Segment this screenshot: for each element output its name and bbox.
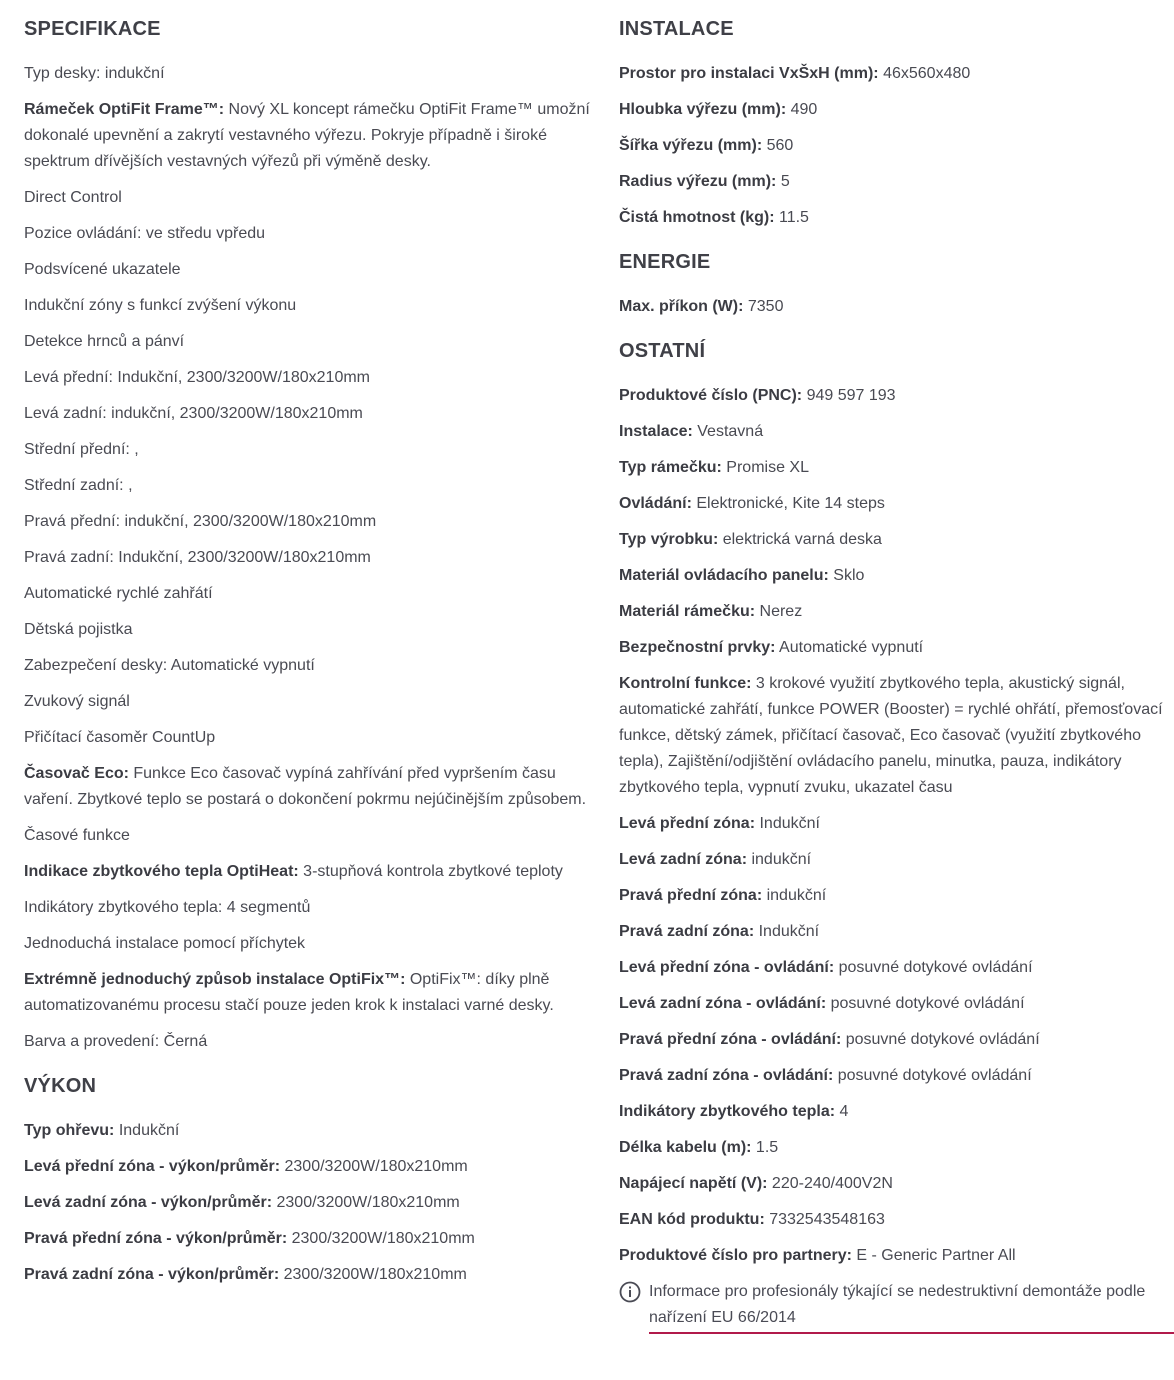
spec-item: [24, 97, 594, 175]
spec-item: [619, 883, 1174, 909]
spec-item-value: indukční: [762, 887, 827, 904]
spec-item: [619, 419, 1174, 445]
spec-item: [619, 847, 1174, 873]
spec-item-value: Barva a provedení: Černá: [24, 1033, 208, 1050]
spec-item-value: 7332543548163: [764, 1211, 885, 1228]
spec-item-label: Materiál ovládacího panelu:: [619, 567, 829, 584]
spec-item: [24, 1226, 594, 1252]
spec-item-label: Prostor pro instalaci VxŠxH (mm):: [619, 65, 879, 82]
spec-item: [619, 671, 1174, 801]
spec-item-value: Funkce Eco časovač vypíná zahřívání před vypršením času vaření. Zbytkové teplo se postará o dokončení pokrmu nejúčinějším způsobem.: [24, 765, 587, 808]
spec-item-value: Elektronické, Kite 14 steps: [691, 495, 885, 512]
spec-item-label: Instalace:: [619, 423, 693, 440]
disassembly-info-link[interactable]: Informace pro profesionály týkající se nedestruktivní demontáže podle nařízení EU 66/2014: [649, 1279, 1174, 1334]
spec-item-value: E - Generic Partner All: [851, 1247, 1016, 1264]
spec-item-value: elektrická varná deska: [718, 531, 882, 548]
spec-item-value: Jednoduchá instalace pomocí příchytek: [24, 935, 306, 952]
spec-item-label: Pravá přední zóna:: [619, 887, 763, 904]
spec-item-label: Radius výřezu (mm):: [619, 173, 777, 190]
installation-list: [619, 61, 1174, 231]
spec-item: [619, 133, 1174, 159]
spec-item: [619, 1171, 1174, 1197]
spec-item: [24, 1190, 594, 1216]
spec-item: [24, 725, 594, 751]
spec-item-label: Produktové číslo (PNC):: [619, 387, 803, 404]
spec-item-value: 220-240/400V2N: [767, 1175, 893, 1192]
spec-item-value: Pozice ovládání: ve středu vpředu: [24, 225, 266, 242]
spec-item-label: EAN kód produktu:: [619, 1211, 765, 1228]
spec-item-value: Indukční: [754, 923, 820, 940]
spec-item-value: 3 krokové využití zbytkového tepla, akustický signál, automatické zahřátí, funkce POWER (Booster) = rychlé ohřátí, přemosťovací funkce, dětský zámek, přičítací časovač, Eco časovač (využití zbytkového tepla), Zajištění/odjištění ovládacího panelu, minutka, pauza, indikátory zbytkového tepla, vypnutí zvuku, ukazatel času: [619, 675, 1163, 796]
spec-item: [619, 97, 1174, 123]
spec-item-label: Délka kabelu (m):: [619, 1139, 752, 1156]
spec-item-value: OptiFix™: díky plně automatizovanému procesu stačí pouze jeden krok k instalaci varné desky.: [24, 971, 554, 1014]
spec-item-value: 2300/3200W/180x210mm: [272, 1194, 460, 1211]
spec-item-value: Nerez: [755, 603, 803, 620]
spec-item: [24, 401, 594, 427]
spec-item-value: Detekce hrnců a pánví: [24, 333, 185, 350]
spec-item-value: 490: [786, 101, 818, 118]
spec-item-value: Přičítací časoměr CountUp: [24, 729, 216, 746]
spec-item-label: Čistá hmotnost (kg):: [619, 209, 775, 226]
spec-item-value: 5: [776, 173, 790, 190]
spec-item: [619, 61, 1174, 87]
spec-item-label: Ovládání:: [619, 495, 692, 512]
spec-item-value: indukční: [747, 851, 812, 868]
spec-item-label: Typ výrobku:: [619, 531, 719, 548]
spec-item-label: Levá přední zóna:: [619, 815, 756, 832]
spec-item: [24, 967, 594, 1019]
spec-item: [24, 473, 594, 499]
spec-item-value: Automatické rychlé zahřátí: [24, 585, 213, 602]
spec-item-value: Sklo: [828, 567, 865, 584]
disassembly-info: [619, 1279, 1174, 1334]
spec-item-value: Automatické vypnutí: [775, 639, 924, 656]
spec-item: [24, 437, 594, 463]
spec-item-value: posuvné dotykové ovládání: [841, 1031, 1040, 1048]
spec-item-label: Max. příkon (W):: [619, 298, 744, 315]
spec-item-label: Pravá zadní zóna - ovládání:: [619, 1067, 834, 1084]
spec-item: [24, 545, 594, 571]
spec-item-label: Šířka výřezu (mm):: [619, 137, 763, 154]
spec-item-value: Podsvícené ukazatele: [24, 261, 181, 278]
section-title-instalace: INSTALACE: [619, 18, 734, 40]
spec-item-label: Levá zadní zóna - výkon/průměr:: [24, 1194, 273, 1211]
spec-item-label: Levá přední zóna - výkon/průměr:: [24, 1158, 281, 1175]
spec-item-value: 560: [762, 137, 794, 154]
spec-item-value: posuvné dotykové ovládání: [834, 959, 1033, 976]
spec-item-value: 3-stupňová kontrola zbytkové teploty: [298, 863, 563, 880]
spec-item-value: Indukční: [755, 815, 820, 832]
spec-item-label: Levá zadní zóna - ovládání:: [619, 995, 827, 1012]
spec-item: [24, 257, 594, 283]
spec-item-value: 1.5: [751, 1139, 779, 1156]
spec-item-value: Typ desky: indukční: [24, 65, 165, 82]
section-title-specifikace: SPECIFIKACE: [24, 18, 161, 40]
spec-item-value: Indukční: [114, 1122, 180, 1139]
spec-item-value: 11.5: [774, 209, 809, 226]
spec-item-value: Nový XL koncept rámečku OptiFit Frame™ umožní dokonalé upevnění a zakrytí vestavného výřezu. Pokryje případně i široké spektrum dřívějších vestavných výřezů při výměně desky.: [24, 101, 590, 170]
spec-item-label: Hloubka výřezu (mm):: [619, 101, 787, 118]
spec-item: [619, 1207, 1174, 1233]
spec-item: [24, 61, 594, 87]
spec-item: [24, 509, 594, 535]
spec-item: [619, 1027, 1174, 1053]
spec-item-label: Typ rámečku:: [619, 459, 722, 476]
spec-item-label: Pravá přední zóna - výkon/průměr:: [24, 1230, 288, 1247]
spec-item: [619, 635, 1174, 661]
spec-item: [619, 919, 1174, 945]
spec-item-label: Levá zadní zóna:: [619, 851, 748, 868]
spec-item: [619, 1135, 1174, 1161]
spec-item-label: Napájecí napětí (V):: [619, 1175, 768, 1192]
spec-item: [619, 527, 1174, 553]
spec-item-label: Pravá zadní zóna - výkon/průměr:: [24, 1266, 280, 1283]
spec-item-value: 7350: [743, 298, 784, 315]
spec-item-value: 4: [835, 1103, 849, 1120]
spec-item-value: Direct Control: [24, 189, 122, 206]
spec-item-value: 2300/3200W/180x210mm: [279, 1266, 467, 1283]
spec-item: [24, 221, 594, 247]
other-list: [619, 383, 1174, 1269]
spec-item-label: Bezpečnostní prvky:: [619, 639, 776, 656]
spec-item-value: 2300/3200W/180x210mm: [287, 1230, 475, 1247]
spec-item: [24, 293, 594, 319]
spec-item-label: Rámeček OptiFit Frame™:: [24, 101, 225, 118]
spec-item: [24, 1262, 594, 1288]
left-column: [24, 0, 594, 1298]
spec-item: [619, 1063, 1174, 1089]
spec-item: [619, 563, 1174, 589]
spec-item-label: Časovač Eco:: [24, 765, 129, 782]
spec-item: [619, 169, 1174, 195]
spec-item: [619, 1243, 1174, 1269]
spec-item-label: Extrémně jednoduchý způsob instalace OptiFix™:: [24, 971, 406, 988]
spec-item-value: 46x560x480: [878, 65, 971, 82]
spec-item: [24, 329, 594, 355]
spec-item-value: Promise XL: [721, 459, 809, 476]
spec-item-value: Pravá zadní: Indukční, 2300/3200W/180x210mm: [24, 549, 371, 566]
spec-item: [619, 599, 1174, 625]
spec-item: [24, 859, 594, 885]
energy-list: [619, 294, 1174, 320]
spec-item-value: Indikátory zbytkového tepla: 4 segmentů: [24, 899, 311, 916]
right-column: [619, 0, 1174, 1334]
spec-item: [24, 365, 594, 391]
spec-item: [24, 185, 594, 211]
spec-item: [24, 895, 594, 921]
info-icon: [619, 1281, 641, 1303]
spec-item-value: Indukční zóny s funkcí zvýšení výkonu: [24, 297, 297, 314]
spec-item: [24, 581, 594, 607]
spec-item: [619, 205, 1174, 231]
spec-item-value: 949 597 193: [802, 387, 896, 404]
spec-item-value: Střední přední: ,: [24, 441, 139, 458]
spec-item-value: Dětská pojistka: [24, 621, 133, 638]
spec-item-label: Kontrolní funkce:: [619, 675, 752, 692]
spec-item-value: Pravá přední: indukční, 2300/3200W/180x210mm: [24, 513, 377, 530]
spec-item: [619, 383, 1174, 409]
spec-item: [24, 761, 594, 813]
spec-item: [619, 991, 1174, 1017]
spec-item-value: Vestavná: [692, 423, 764, 440]
spec-item: [24, 617, 594, 643]
spec-item-value: Zabezpečení desky: Automatické vypnutí: [24, 657, 315, 674]
spec-item-label: Typ ohřevu:: [24, 1122, 115, 1139]
spec-item: [619, 955, 1174, 981]
spec-list: [24, 61, 594, 1055]
spec-item: [619, 811, 1174, 837]
spec-item-label: Indikátory zbytkového tepla:: [619, 1103, 836, 1120]
spec-item-label: Indikace zbytkového tepla OptiHeat:: [24, 863, 299, 880]
section-title-energie: ENERGIE: [619, 251, 711, 273]
performance-list: [24, 1118, 594, 1288]
spec-item-value: Levá přední: Indukční, 2300/3200W/180x210mm: [24, 369, 370, 386]
spec-item: [24, 1029, 594, 1055]
spec-item: [619, 491, 1174, 517]
spec-item: [24, 653, 594, 679]
spec-item-label: Pravá přední zóna - ovládání:: [619, 1031, 842, 1048]
spec-item-label: Produktové číslo pro partnery:: [619, 1247, 852, 1264]
spec-item-value: posuvné dotykové ovládání: [833, 1067, 1032, 1084]
spec-item: [24, 689, 594, 715]
spec-item-value: Levá zadní: indukční, 2300/3200W/180x210mm: [24, 405, 363, 422]
spec-item-label: Pravá zadní zóna:: [619, 923, 755, 940]
section-title-vykon: VÝKON: [24, 1075, 97, 1097]
spec-item: [24, 1154, 594, 1180]
spec-item-value: 2300/3200W/180x210mm: [280, 1158, 468, 1175]
spec-item: [24, 823, 594, 849]
spec-item: [619, 1099, 1174, 1125]
spec-item: [619, 294, 1174, 320]
spec-item-value: posuvné dotykové ovládání: [826, 995, 1025, 1012]
spec-item: [24, 931, 594, 957]
spec-item-value: Střední zadní: ,: [24, 477, 133, 494]
section-title-ostatni: OSTATNÍ: [619, 340, 706, 362]
spec-item-label: Levá přední zóna - ovládání:: [619, 959, 835, 976]
spec-item: [619, 455, 1174, 481]
spec-item: [24, 1118, 594, 1144]
spec-item-label: Materiál rámečku:: [619, 603, 756, 620]
spec-item-value: Zvukový signál: [24, 693, 130, 710]
spec-item-value: Časové funkce: [24, 827, 130, 844]
